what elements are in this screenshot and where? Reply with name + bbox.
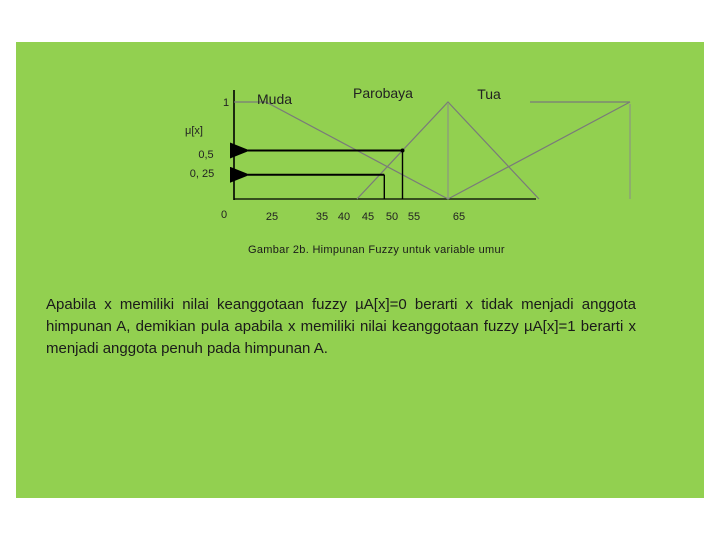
fuzzy-membership-chart [16, 42, 704, 498]
x-tick-label: 25 [265, 211, 279, 223]
x-tick-label: 55 [407, 211, 421, 223]
series-tua-line [448, 102, 630, 199]
slide-background [16, 42, 704, 498]
body-paragraph: Apabila x memiliki nilai keanggotaan fuzzy µA[x]=0 berarti x tidak menjadi anggota himpunan A, demikian pula apabila x memiliki nilai keanggotaan fuzzy µA[x]=1 berarti x menjadi anggota penuh pada himpunan A. [46, 296, 636, 357]
series-label-tua: Tua [477, 86, 501, 102]
x-tick-label: 40 [337, 211, 351, 223]
x-tick-label: 65 [452, 211, 466, 223]
x-tick-label: 45 [361, 211, 375, 223]
point-marker [401, 149, 405, 153]
y-tick-label: 0,5 [198, 149, 214, 161]
series-label-muda: Muda [257, 91, 293, 107]
y-axis-label: μ[x] [185, 125, 203, 137]
x-tick-label: 50 [385, 211, 399, 223]
figure-caption: Gambar 2b. Himpunan Fuzzy untuk variable umur [248, 244, 505, 256]
series-label-parobaya: Parobaya [353, 85, 413, 101]
y-tick-label: 1 [222, 97, 230, 109]
y-tick-label: 0, 25 [189, 168, 215, 180]
y-tick-label: 0 [220, 209, 228, 221]
x-tick-label: 35 [315, 211, 329, 223]
